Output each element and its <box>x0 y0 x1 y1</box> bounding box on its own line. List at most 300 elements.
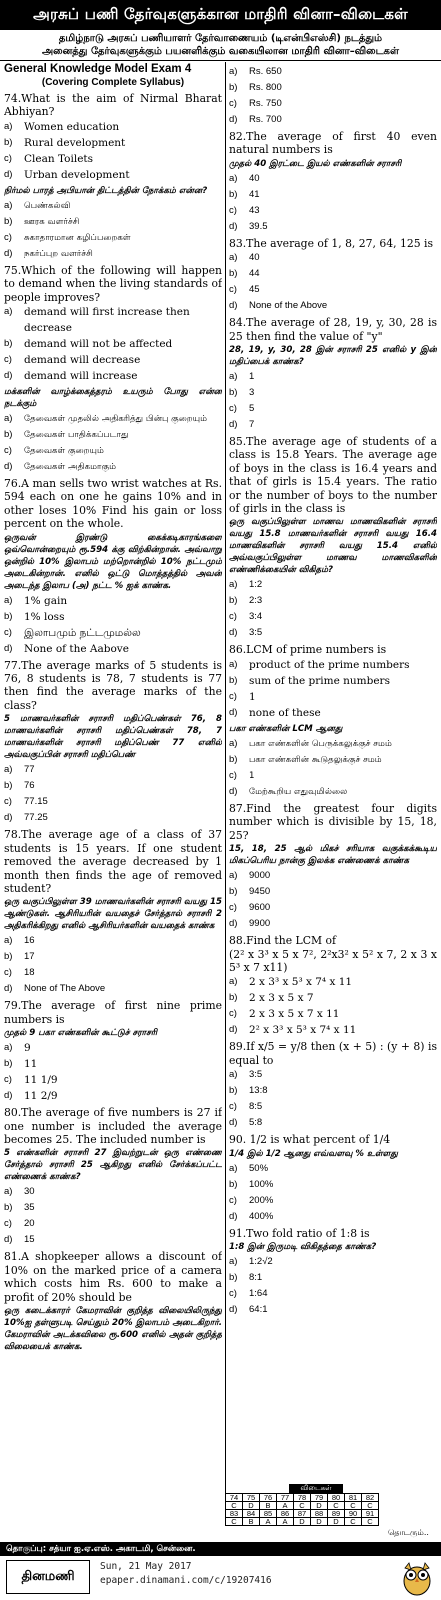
question-text-tamil: ஒரு கடைக்காரர் கேமராவின் குறித்த விலையிலிருந்து 10%ஐ தள்ளுபடி செய்தும் 20% இலாபம் அடைகிறார். கேமராவின் அடக்கவிலை ரூ.600 எனில் அதன் குறித்த விலையைக் காண்க. <box>4 1305 222 1352</box>
question-number-cell: 75 <box>243 1494 260 1502</box>
option-text: 64:1 <box>249 1303 268 1315</box>
option-text: 2² x 3³ x 5³ x 7⁴ x 11 <box>249 1024 357 1037</box>
option-text: 8:1 <box>249 1271 263 1283</box>
answer-option <box>229 1115 437 1131</box>
option-text: 1:2√2 <box>249 1255 273 1267</box>
option-text: 9450 <box>249 886 271 898</box>
option-letter: c) <box>229 1101 237 1113</box>
option-text: 5 <box>249 403 255 415</box>
option-letter: a) <box>4 1186 13 1198</box>
answer-letter-cell: C <box>226 1518 243 1526</box>
answer-option <box>229 266 437 282</box>
compiled-by-strip: தொகுப்பு: சத்யா ஐ.ஏ.எஸ். அகாடமி, சென்னை. <box>0 1542 441 1556</box>
question-text: 76.A man sells two wrist watches at Rs. 594 each on one he gains 10% and in other loses 10% Find his gain or loss percent on the whole. <box>4 477 222 531</box>
answer-option <box>229 80 437 96</box>
exam-title: General Knowledge Model Exam 4 <box>4 63 192 75</box>
option-text: Urban development <box>24 168 130 181</box>
option-text: 100% <box>249 1178 274 1190</box>
option-letter: b) <box>229 188 238 200</box>
option-text: 3:5 <box>249 1069 263 1081</box>
option-text: 35 <box>24 1202 35 1214</box>
option-text: none of these <box>249 706 321 719</box>
answer-option <box>229 1270 437 1286</box>
answer-letter-cell: D <box>294 1518 311 1526</box>
option-letter: c) <box>229 690 237 702</box>
option-text: demand will decrease <box>24 354 141 367</box>
answer-option <box>229 593 437 609</box>
answer-option <box>229 1067 437 1083</box>
option-text: 16 <box>24 935 35 947</box>
question-number-cell: 91 <box>362 1510 379 1518</box>
answer-letter-cell: C <box>345 1502 362 1510</box>
option-letter: a) <box>4 120 13 132</box>
option-text: 7 <box>249 419 255 431</box>
question-number-cell: 84 <box>243 1510 260 1518</box>
option-text: Rs. 650 <box>249 66 282 77</box>
answer-letter-cell: B <box>243 1518 260 1526</box>
option-text: Rs. 800 <box>249 82 282 93</box>
answer-option <box>229 96 437 112</box>
answer-option <box>4 304 222 336</box>
option-text: 2 x 3 x 5 x 7 <box>249 992 314 1005</box>
answer-option <box>229 250 437 266</box>
option-letter: a) <box>229 737 238 749</box>
answer-option <box>229 577 437 593</box>
option-letter: b) <box>229 387 238 399</box>
answer-option <box>4 198 222 214</box>
question-block <box>4 659 222 827</box>
option-letter: d) <box>229 785 238 797</box>
question-text: 77.The average marks of 5 students is 76, 8 students is 78, 7 students is 77 then find the average marks of the class? <box>4 658 222 712</box>
question-block <box>4 1250 222 1353</box>
option-letter: c) <box>4 967 12 979</box>
option-text: 20 <box>24 1218 35 1230</box>
option-text: 9000 <box>249 870 271 882</box>
question-number-cell: 86 <box>277 1510 294 1518</box>
option-letter: a) <box>229 658 238 670</box>
option-letter: b) <box>229 886 238 898</box>
subheading-line-2: அனைத்து தேர்வுகளுக்கும் பயனளிக்கும் வகையிலான மாதிரி வினா–விடைகள் <box>42 46 399 57</box>
answer-letter-cell: C <box>362 1502 379 1510</box>
option-text: 15 <box>24 1234 35 1246</box>
answer-option <box>4 641 222 657</box>
option-text: 2 x 3³ x 5³ x 7⁴ x 11 <box>249 976 353 989</box>
question-block <box>4 264 222 384</box>
option-text: 3 <box>249 387 255 399</box>
option-letter: c) <box>4 445 12 457</box>
answer-option <box>4 167 222 183</box>
subheading-line-1: தமிழ்நாடு அரசுப் பணியாளர் தேர்வாணையம் (டிஎன்பிஎஸ்சி) நடத்தும் <box>58 33 383 44</box>
option-text: 1:64 <box>249 1287 268 1299</box>
question-text: 78.The average age of a class of 37 students is 15 years. If one student removed the average decreased by 1 month then finds the age of removed student? <box>4 828 222 895</box>
option-letter: b) <box>4 1202 13 1214</box>
option-letter: a) <box>229 976 238 988</box>
question-text: 75.Which of the following will happen to demand when the living standards of people improves? <box>4 263 222 304</box>
answer-option <box>4 1232 222 1248</box>
answer-option <box>4 230 222 246</box>
option-letter: b) <box>229 268 238 280</box>
question-text: 89.If x/5 = y/8 then (x + 5) : (y + 8) is equal to <box>229 1040 437 1067</box>
answer-letter-cell: A <box>277 1502 294 1510</box>
option-letter: c) <box>229 204 237 216</box>
question-text: 79.The average of first nine prime numbers is <box>4 999 222 1026</box>
option-letter: a) <box>229 1255 238 1267</box>
answer-option <box>4 427 222 443</box>
answers-title: விடைகள் <box>289 1484 343 1493</box>
question-block <box>229 802 437 932</box>
page-subheading <box>0 32 441 58</box>
option-text: 45 <box>249 284 260 296</box>
option-text: சுகாதாரமான கழிப்பறைகள் <box>24 232 131 243</box>
option-letter: c) <box>229 98 237 109</box>
option-text: 1% gain <box>24 594 68 607</box>
option-text: பெண்கல்வி <box>24 200 71 211</box>
option-letter: a) <box>229 172 238 184</box>
option-letter: d) <box>4 642 13 654</box>
question-block <box>229 316 437 433</box>
answer-option <box>229 1177 437 1193</box>
answer-option <box>229 736 437 752</box>
answer-option <box>229 112 437 128</box>
question-block <box>4 828 222 997</box>
answer-letter-cell: D <box>311 1502 328 1510</box>
option-letter: a) <box>229 579 238 591</box>
exam-subtitle: (Covering Complete Syllabus) <box>41 77 185 88</box>
epaper-link[interactable]: epaper.dinamani.com/c/19207416 <box>100 1575 272 1586</box>
option-text: 2 x 3 x 5 x 7 x 11 <box>249 1008 340 1021</box>
answer-option <box>229 673 437 689</box>
answer-option <box>4 443 222 459</box>
option-text: 50% <box>249 1162 269 1174</box>
question-block <box>229 130 437 235</box>
option-letter: b) <box>229 82 238 93</box>
option-letter: b) <box>4 610 13 622</box>
question-text: 80.The average of five numbers is 27 if one number is included the average becomes 25. The included number is <box>4 1106 222 1146</box>
question-text: 74.What is the aim of Nirmal Bharat Abhiyan? <box>4 92 222 119</box>
option-letter: c) <box>4 1074 12 1086</box>
answer-option <box>229 417 437 433</box>
answer-option <box>4 933 222 949</box>
option-letter: b) <box>229 1178 238 1190</box>
option-letter: d) <box>4 247 13 259</box>
option-text: 77 <box>24 764 35 776</box>
answer-letter-cell: C <box>226 1502 243 1510</box>
owl-mascot-icon <box>400 1560 434 1596</box>
option-letter: d) <box>229 114 238 125</box>
answer-option <box>229 625 437 641</box>
option-letter: a) <box>229 371 238 383</box>
question-text-tamil: பகா எண்களின் LCM ஆனது <box>229 723 343 734</box>
question-text: 84.The average of 28, 19, y, 30, 28 is 25 then find the value of "y" <box>229 316 437 343</box>
option-text: பகா எண்களின் கூடுதலுக்குச் சமம் <box>249 754 382 765</box>
option-text: 77.15 <box>24 796 48 808</box>
question-block <box>4 477 222 657</box>
option-letter: d) <box>4 1090 13 1102</box>
answer-option <box>4 778 222 794</box>
option-text: இலாபமும் நட்டமுமல்ல <box>24 626 141 639</box>
option-letter: c) <box>229 403 237 415</box>
question-block <box>229 237 437 314</box>
answer-letter-cell: C <box>345 1518 362 1526</box>
question-number-cell: 78 <box>294 1494 311 1502</box>
option-letter: d) <box>229 706 238 718</box>
header-divider <box>0 60 441 61</box>
option-text: 2:3 <box>249 595 263 607</box>
answer-option <box>4 1072 222 1088</box>
answer-option <box>4 246 222 262</box>
answer-option <box>4 949 222 965</box>
question-number-cell: 76 <box>260 1494 277 1502</box>
option-letter: a) <box>229 252 238 264</box>
answer-option <box>229 171 437 187</box>
question-text: 86.LCM of prime numbers is <box>229 643 387 657</box>
question-number-cell: 81 <box>345 1494 362 1502</box>
answer-option <box>229 657 437 673</box>
option-text: 13:8 <box>249 1085 268 1097</box>
option-letter: c) <box>4 796 12 808</box>
answer-option <box>229 974 437 990</box>
question-text-tamil: நிர்மல் பாரத் அபியான் திட்டத்தின் நோக்கம் என்ன? <box>4 185 208 196</box>
answer-option <box>229 916 437 932</box>
option-text: 3:4 <box>249 611 263 623</box>
option-letter: a) <box>4 594 13 606</box>
answer-option <box>229 64 437 80</box>
option-letter: a) <box>4 1042 13 1054</box>
option-text: 9 <box>24 1042 31 1055</box>
option-letter: c) <box>229 769 237 781</box>
answer-option <box>229 990 437 1006</box>
option-letter: a) <box>4 764 13 776</box>
option-text: தேவைகள் குறையும் <box>24 446 104 457</box>
answer-option <box>4 214 222 230</box>
question-block <box>229 723 437 800</box>
option-letter: c) <box>4 354 12 366</box>
answer-option <box>229 609 437 625</box>
question-block <box>229 934 437 1038</box>
option-letter: b) <box>4 429 13 441</box>
option-letter: d) <box>4 370 13 382</box>
answer-key-table <box>225 1493 379 1526</box>
question-block <box>229 64 437 128</box>
answer-option <box>229 1302 437 1318</box>
option-letter: d) <box>229 627 238 639</box>
option-text: 1% loss <box>24 610 65 623</box>
question-expression: (2² x 3³ x 5 x 7², 2²x3² x 5² x 7, 2 x 3 x 5³ x 7 x11) <box>229 947 437 974</box>
question-number-cell: 88 <box>311 1510 328 1518</box>
option-text: தேவைகள் அதிகமாகும் <box>24 462 117 473</box>
option-text: Rs. 700 <box>249 114 282 125</box>
option-text: demand will increase <box>24 370 138 383</box>
answer-option <box>4 135 222 151</box>
option-text: 43 <box>249 204 260 216</box>
option-text: 8:5 <box>249 1101 263 1113</box>
question-block <box>229 435 437 641</box>
answer-option <box>229 1022 437 1038</box>
option-letter: b) <box>229 1271 238 1283</box>
question-text: 90. 1/2 is what percent of 1/4 <box>229 1133 391 1147</box>
question-text-tamil: 28, 19, y, 30, 28 இன் சராசரி 25 எனில் y இன் மதிப்பைக் காண்க? <box>229 345 437 368</box>
option-text: None of the Aabove <box>24 642 129 655</box>
option-text: நகர்ப்புற வளர்ச்சி <box>24 248 93 259</box>
answer-option <box>229 705 437 721</box>
option-text: 39.5 <box>249 220 268 232</box>
answer-option <box>229 1083 437 1099</box>
question-text: 82.The average of first 40 even natural numbers is <box>229 130 437 157</box>
option-text: 1 <box>249 770 255 781</box>
answer-option <box>4 119 222 135</box>
answer-letter-cell: D <box>243 1502 260 1510</box>
question-text: 83.The average of 1, 8, 27, 64, 125 is <box>229 236 434 250</box>
answer-option <box>229 187 437 203</box>
option-text: 1 <box>249 371 255 383</box>
option-text: demand will first increase then decrease <box>24 306 190 335</box>
option-letter: d) <box>229 1210 238 1222</box>
option-letter: b) <box>4 1058 13 1070</box>
answer-option <box>229 1193 437 1209</box>
answer-option <box>229 282 437 298</box>
continued-label: தொடரும்.. <box>388 1528 429 1537</box>
option-text: Rs. 750 <box>249 98 282 109</box>
option-letter: b) <box>229 674 238 686</box>
answer-option <box>229 401 437 417</box>
option-text: 5:8 <box>249 1117 263 1129</box>
answer-option <box>229 752 437 768</box>
option-letter: d) <box>229 419 238 431</box>
answer-letter-cell: A <box>277 1518 294 1526</box>
answer-option <box>4 1088 222 1104</box>
option-text: 76 <box>24 780 35 792</box>
answer-option <box>4 151 222 167</box>
option-text: 3:5 <box>249 627 263 639</box>
answer-option <box>229 1286 437 1302</box>
option-letter: c) <box>229 1194 237 1206</box>
question-block <box>4 1106 222 1248</box>
option-letter: d) <box>229 1117 238 1129</box>
answer-option <box>229 1161 437 1177</box>
answer-option <box>229 385 437 401</box>
question-number-cell: 80 <box>328 1494 345 1502</box>
option-text: மேற்கூறிய எதுவுமில்லை <box>249 786 348 797</box>
question-text-tamil: ஒருவன் இரண்டு கைக்கடிகாரங்களை ஒவ்வொன்றையும் ரூ.594 க்கு விற்கின்றான். அவ்வாறு ஒன்றில் 10% இலாபம் மற்றொன்றில் 10% நட்டமும் அடைகின்றான். எனில் ஒட்டு மொத்தத்தில் அவன் அடைந்த இலாப (அ) நட்ட % ஐக் காண்க. <box>4 532 222 591</box>
answer-letter-cell: C <box>328 1502 345 1510</box>
question-text-tamil: முதல் 9 பகா எண்களின் கூட்டுச் சராசரி <box>4 1028 158 1039</box>
question-number-cell: 82 <box>362 1494 379 1502</box>
answer-option <box>229 369 437 385</box>
answer-option <box>4 336 222 352</box>
option-text: product of the prime numbers <box>249 658 410 671</box>
option-letter: a) <box>4 413 13 425</box>
option-text: 11 2/9 <box>24 1090 58 1103</box>
question-text-tamil: 1/4 இல் 1/2 ஆனது எவ்வளவு % உள்ளது <box>229 1148 398 1159</box>
question-number-cell: 90 <box>345 1510 362 1518</box>
answer-option <box>4 368 222 384</box>
question-number-cell: 85 <box>260 1510 277 1518</box>
option-text: தேவைகள் முதலில் அதிகரித்து பின்பு குறையும் <box>24 414 208 425</box>
option-letter: d) <box>4 983 13 995</box>
option-letter: d) <box>229 220 238 232</box>
answer-option <box>4 1200 222 1216</box>
answer-option <box>4 794 222 810</box>
option-letter: c) <box>4 1218 12 1230</box>
question-number-cell: 87 <box>294 1510 311 1518</box>
option-letter: c) <box>229 902 237 914</box>
option-letter: a) <box>4 935 13 947</box>
option-letter: d) <box>229 1303 238 1315</box>
answer-option <box>229 1099 437 1115</box>
option-text: None of The Above <box>24 983 106 995</box>
option-letter: a) <box>229 1069 238 1081</box>
option-text: sum of the prime numbers <box>249 674 390 687</box>
option-letter: a) <box>4 199 13 211</box>
column-divider <box>225 62 226 1520</box>
answer-key-row <box>226 1518 379 1526</box>
option-letter: d) <box>4 1234 13 1246</box>
option-text: 40 <box>249 252 260 264</box>
answer-option <box>229 689 437 705</box>
question-number-cell: 79 <box>311 1494 328 1502</box>
answer-option <box>4 593 222 609</box>
dinamani-logo: தினமணி <box>6 1560 90 1594</box>
option-text: 18 <box>24 967 35 979</box>
option-text: பகா எண்களின் பெருக்கலுக்குச் சமம் <box>249 738 392 749</box>
answer-option <box>4 1184 222 1200</box>
option-text: 77.25 <box>24 812 48 824</box>
option-letter: c) <box>4 231 12 243</box>
option-text: Clean Toilets <box>24 152 94 165</box>
option-text: 1 <box>249 690 256 703</box>
option-letter: b) <box>229 753 238 765</box>
option-letter: a) <box>229 1162 238 1174</box>
answer-option <box>229 900 437 916</box>
answer-option <box>4 459 222 475</box>
option-letter: a) <box>229 66 238 77</box>
question-text-tamil: ஒரு வகுப்பிலுள்ள மாணவ மாணவிகளின் சராசரி வயது 15.8 மாணவர்களின் சராசரி வயது 16.4 மாணவிகளின் சராசரி வயது 15.4 எனில் அவ்வகுப்பிலுள்ள மாணவ மாணவிகளின் எண்ணிக்கையின் விகிதம்? <box>229 517 437 576</box>
option-text: 44 <box>249 268 260 280</box>
option-letter: b) <box>229 992 238 1004</box>
option-letter: b) <box>4 338 13 350</box>
question-text-tamil: ஒரு வகுப்பிலுள்ள 39 மாணவர்களின் சராசரி வயது 15 ஆண்டுகள். ஆசிரியரின் வயதைச் சேர்த்தால் சராசரி 2 அதிகரிக்கிறது எனில் ஆசிரியர்களின் வயதைக் காண்க <box>4 897 222 932</box>
answer-option <box>229 784 437 800</box>
option-text: 400% <box>249 1210 274 1222</box>
answer-option <box>4 810 222 826</box>
option-letter: b) <box>229 595 238 607</box>
answer-option <box>4 1216 222 1232</box>
answer-letter-cell: D <box>311 1518 328 1526</box>
question-text-tamil: மக்களின் வாழ்க்கைத்தரம் உயரும் போது என்ன நடக்கும் <box>4 387 222 410</box>
question-number-cell: 77 <box>277 1494 294 1502</box>
answer-option <box>229 298 437 314</box>
option-text: 9900 <box>249 918 271 930</box>
option-text: 41 <box>249 188 260 200</box>
question-text: 81.A shopkeeper allows a discount of 10% on the marked price of a camera which costs him Rs. 600 to make a profit of 20% should be <box>4 1250 222 1304</box>
answer-option <box>229 1254 437 1270</box>
option-text: ஊரக வளர்ச்சி <box>24 216 80 227</box>
right-column <box>229 62 437 1520</box>
option-letter: c) <box>229 284 237 296</box>
option-text: Women education <box>24 120 120 133</box>
answer-letter-cell: C <box>362 1518 379 1526</box>
option-letter: b) <box>4 780 13 792</box>
answer-option <box>4 1056 222 1072</box>
option-text: None of the Above <box>249 300 328 312</box>
question-text: 91.Two fold ratio of 1:8 is <box>229 1226 370 1240</box>
question-text: 88.Find the LCM of <box>229 934 336 948</box>
option-letter: d) <box>4 461 13 473</box>
answer-letter-cell: D <box>328 1518 345 1526</box>
option-letter: d) <box>229 918 238 930</box>
answer-option <box>229 1209 437 1225</box>
answer-option <box>229 219 437 235</box>
